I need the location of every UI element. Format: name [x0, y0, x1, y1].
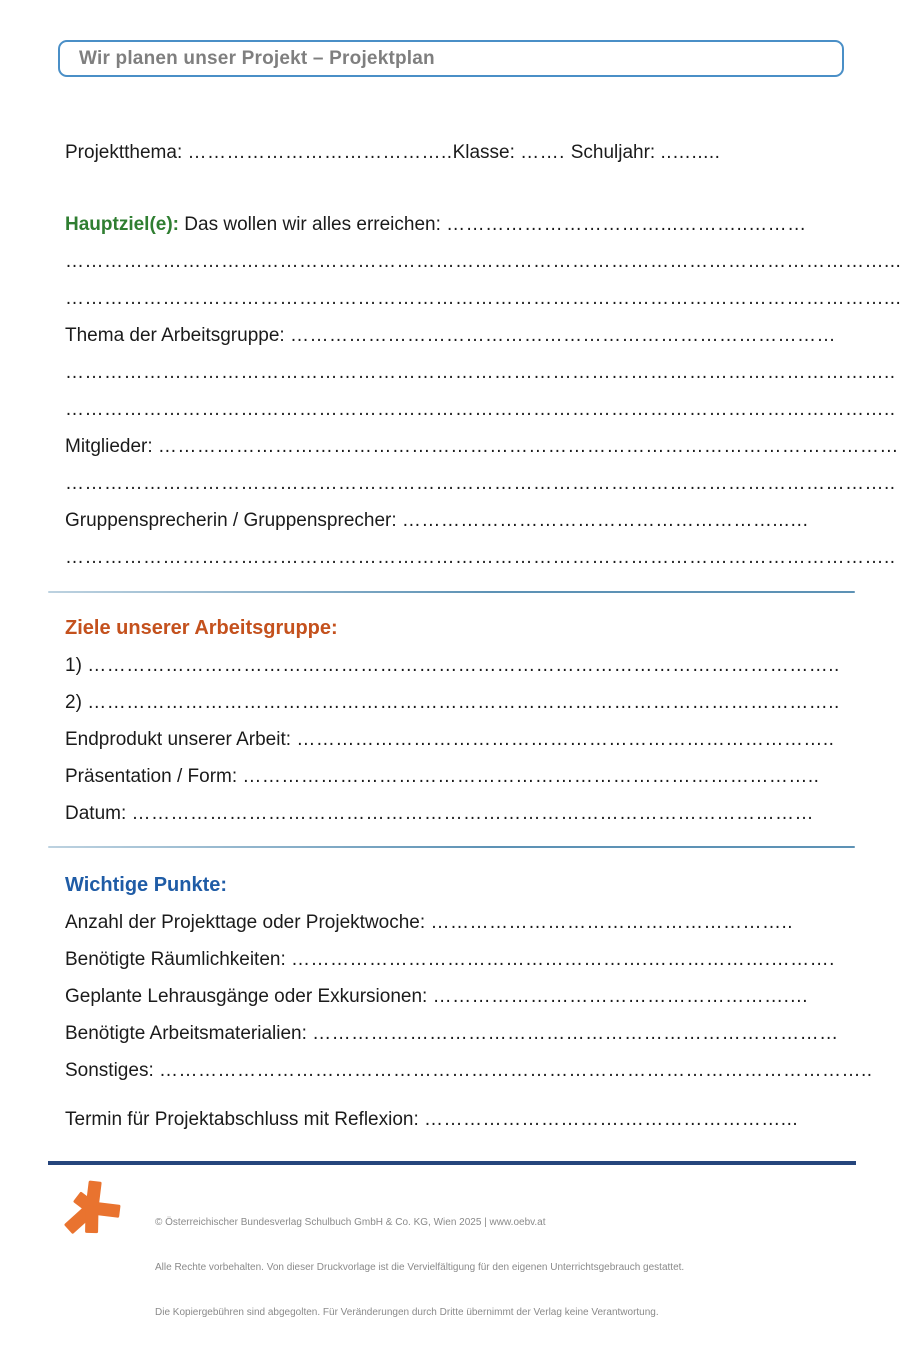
datum-label: Datum:	[65, 803, 132, 824]
worksheet-content	[65, 134, 901, 1350]
title-box	[58, 40, 844, 77]
field-projektthema	[65, 134, 848, 171]
termin-fill-dots: ………………………….……………………...	[424, 1109, 799, 1130]
footer-rule	[48, 1161, 856, 1165]
klasse-label: Klasse:	[452, 142, 521, 163]
field-raeumlichkeiten	[65, 941, 848, 978]
mitglieder-label: Mitglieder:	[65, 436, 158, 457]
fill-line: ………………………………………………………………………………………………………………...	[65, 288, 901, 309]
page-title: Wir planen unser Projekt – Projektplan	[79, 47, 435, 69]
gruppensprecher-label: Gruppensprecherin / Gruppensprecher:	[65, 510, 402, 531]
thema-fill-dots: …………………………………………………………………………	[289, 325, 836, 346]
projektthema-fill-dots: …………………………………..	[187, 142, 453, 163]
arbeitsmaterialien-label: Benötigte Arbeitsmaterialien:	[65, 1023, 313, 1044]
fill-line: ………………………………………………………………………………………………………………..	[65, 473, 896, 494]
oebv-asterisk-logo-icon	[68, 1182, 116, 1238]
klasse-fill-dots: …….	[520, 142, 571, 163]
section-divider	[48, 591, 855, 593]
projektthema-label: Projektthema:	[65, 142, 188, 163]
schuljahr-label: Schuljahr:	[570, 142, 661, 163]
field-praesentation	[65, 758, 848, 795]
field-endprodukt	[65, 721, 848, 758]
ziele-section-heading: Ziele unserer Arbeitsgruppe:	[65, 617, 338, 639]
section-divider	[48, 846, 855, 848]
gruppensprecher-fill-dots: …………………………………………………...…	[401, 510, 810, 531]
sonstiges-label: Sonstiges:	[65, 1060, 159, 1081]
termin-label: Termin für Projektabschluss mit Reflexion:	[65, 1109, 425, 1130]
field-sonstiges	[65, 1052, 873, 1089]
copyright-text	[155, 1185, 684, 1350]
fill-line: ………………………………………………………………………………………………………………..	[65, 547, 896, 568]
field-lehrausgaenge	[65, 978, 848, 1015]
fill-line: ………………………………………………………………………………………………………………..	[65, 399, 896, 420]
field-datum	[65, 795, 848, 832]
lehrausgaenge-label: Geplante Lehrausgänge oder Exkursionen:	[65, 986, 433, 1007]
copyright-line-2: Alle Rechte vorbehalten. Von dieser Druckvorlage ist die Vervielfältigung für den eigenen Unterrichtsgebrauch gestattet.	[155, 1262, 685, 1273]
ziel-2-label: 2)	[65, 692, 88, 713]
lehrausgaenge-fill-dots: ……………………………………………….…	[432, 986, 809, 1007]
field-ziel-2	[65, 684, 848, 721]
fill-line: ………………………………………………………………………………………………………………...	[65, 251, 901, 272]
field-gruppensprecher	[65, 502, 848, 539]
praesentation-fill-dots: ……………………………………………………………………………..	[242, 766, 820, 787]
raeumlichkeiten-label: Benötigte Räumlichkeiten:	[65, 949, 292, 970]
field-thema-arbeitsgruppe	[65, 317, 848, 354]
mitglieder-fill-dots: ……………………………………………………………………………………………………	[157, 436, 899, 457]
hauptziel-fill-dots: ……………………………...………..………	[446, 214, 807, 235]
copyright-line-3: Die Kopiergebühren sind abgegolten. Für Veränderungen durch Dritte übernimmt der Verlag keine Verantwortung.	[155, 1307, 659, 1318]
sonstiges-fill-dots: ………………………………………………………………………………………………..	[159, 1060, 873, 1081]
field-anzahl-projekttage	[65, 904, 848, 941]
field-ziel-1	[65, 647, 848, 684]
endprodukt-fill-dots: ………………………………………………………………………..	[296, 729, 835, 750]
blank-line	[65, 171, 848, 206]
schuljahr-fill-dots: ..….....	[660, 142, 721, 163]
field-arbeitsmaterialien	[65, 1015, 848, 1052]
ziel-1-fill-dots: ……………………………………………………………………………………………………..	[87, 655, 840, 676]
copyright-line-1: © Österreichischer Bundesverlag Schulbuch GmbH & Co. KG, Wien 2025 | www.oebv.at	[155, 1217, 546, 1228]
ziel-2-fill-dots: ……………………………………………………………………………………………………..	[87, 692, 840, 713]
raeumlichkeiten-fill-dots: ……………………………………………….……………….……….	[291, 949, 835, 970]
field-hauptziel	[65, 206, 848, 243]
hauptziel-heading: Hauptziel(e):	[65, 214, 179, 235]
datum-fill-dots: ……………………………………………………………………………………………	[131, 803, 815, 824]
wichtige-section-heading: Wichtige Punkte:	[65, 874, 228, 896]
field-mitglieder	[65, 428, 899, 465]
field-termin-projektabschluss	[65, 1101, 848, 1138]
footer	[51, 1182, 848, 1350]
thema-label: Thema der Arbeitsgruppe:	[65, 325, 290, 346]
anzahl-fill-dots: ………………………………………………..	[430, 912, 793, 933]
endprodukt-label: Endprodukt unserer Arbeit:	[65, 729, 297, 750]
arbeitsmaterialien-fill-dots: ………………………………………………………………………	[312, 1023, 839, 1044]
anzahl-label: Anzahl der Projekttage oder Projektwoche:	[65, 912, 431, 933]
ziel-1-label: 1)	[65, 655, 88, 676]
fill-line: ………………………………………………………………………………………………………………..	[65, 362, 896, 383]
hauptziel-text: Das wollen wir alles erreichen:	[179, 214, 447, 235]
praesentation-label: Präsentation / Form:	[65, 766, 243, 787]
